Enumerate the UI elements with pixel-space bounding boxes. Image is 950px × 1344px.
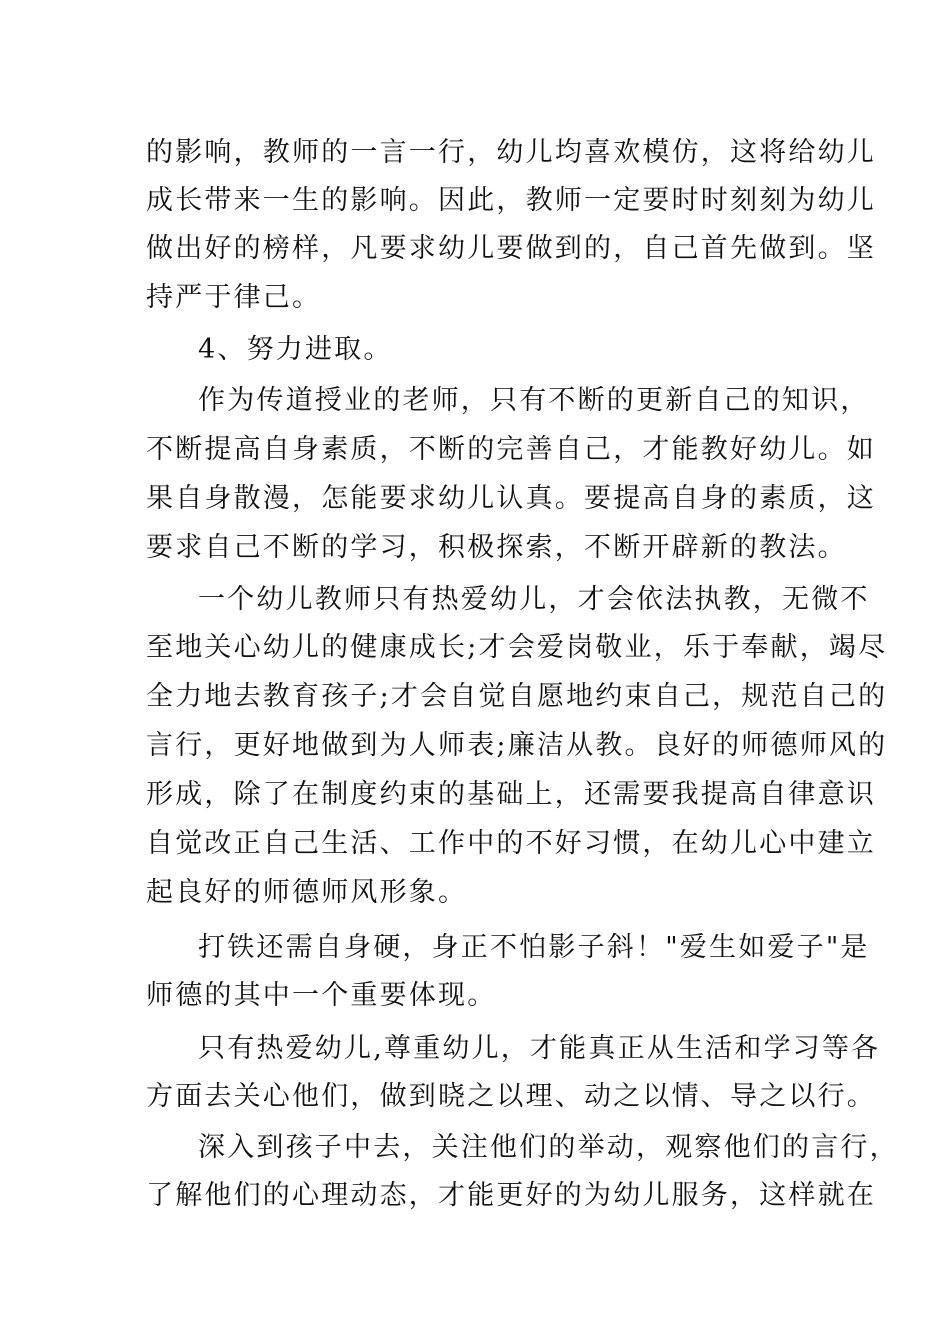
text-line: 全力地去教育孩子;才会自觉自愿地约束自己，规范自己的 xyxy=(146,681,888,712)
text-line: 做出好的榜样，凡要求幼儿要做到的，自己首先做到。坚 xyxy=(146,233,876,264)
text-line: 至地关心幼儿的健康成长;才会爱岗敬业，乐于奉献，竭尽 xyxy=(146,632,888,663)
paragraph-first-line: 打铁还需自身硬，身正不怕影子斜！"爱生如爱子"是 xyxy=(198,932,870,963)
text-line: 的影响，教师的一言一行，幼儿均喜欢模仿，这将给幼儿 xyxy=(146,137,876,168)
text-line: 起良好的师德师风形象。 xyxy=(146,877,468,908)
paragraph-first-line: 深入到孩子中去，关注他们的举动，观察他们的言行， xyxy=(198,1132,899,1163)
text-line: 持严于律己。 xyxy=(146,282,322,313)
text-line: 成长带来一生的影响。因此，教师一定要时时刻刻为幼儿 xyxy=(146,185,876,216)
paragraph-first-line: 一个幼儿教师只有热爱幼儿，才会依法执教，无微不 xyxy=(198,584,870,615)
text-line: 果自身散漫，怎能要求幼儿认真。要提高自身的素质，这 xyxy=(146,483,876,514)
text-line: 了解他们的心理动态，才能更好的为幼儿服务，这样就在 xyxy=(146,1180,876,1211)
text-line: 方面去关心他们，做到晓之以理、动之以情、导之以行。 xyxy=(146,1081,876,1112)
text-line: 不断提高自身素质，不断的完善自己，才能教好幼儿。如 xyxy=(146,434,876,465)
paragraph-first-line: 作为传道授业的老师，只有不断的更新自己的知识， xyxy=(198,385,870,416)
text-line: 言行，更好地做到为人师表;廉洁从教。良好的师德师风的 xyxy=(146,730,888,761)
paragraph-first-line: 只有热爱幼儿,尊重幼儿，才能真正从生活和学习等各 xyxy=(198,1033,881,1064)
section-heading: 4、努力进取。 xyxy=(198,334,393,365)
text-line: 要求自己不断的学习，积极探索，不断开辟新的教法。 xyxy=(146,532,847,563)
text-line: 师德的其中一个重要体现。 xyxy=(146,980,497,1011)
text-line: 形成，除了在制度约束的基础上，还需要我提高自律意识 xyxy=(146,779,876,810)
text-line: 自觉改正自己生活、工作中的不好习惯，在幼儿心中建立 xyxy=(146,828,876,859)
